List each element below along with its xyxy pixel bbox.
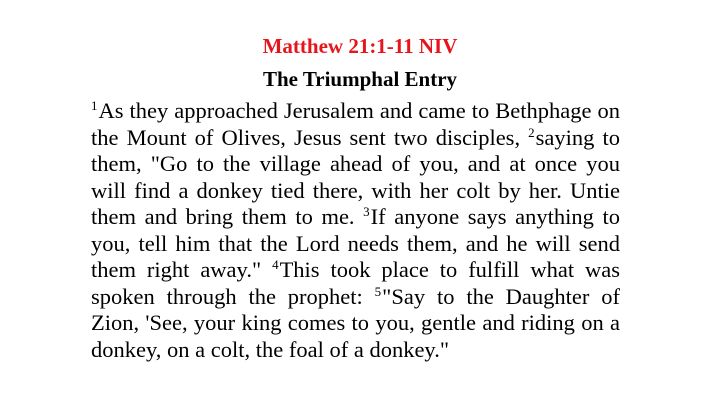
verse-number: 4 (272, 257, 279, 272)
verse-text: If anyone says anything to you, tell him that the Lord needs them, and he will send them right away." (91, 204, 620, 282)
verse-number: 1 (91, 98, 98, 113)
verse-text: saying to them, "Go to the village ahead of you, and at once you will find a donkey tied there, with her colt by her. Untie them and bring them to me. (91, 124, 620, 229)
verse-number: 3 (363, 204, 370, 219)
verse-text: "Say to the Daughter of Zion, 'See, your king comes to you, gentle and riding on a donkey, on a colt, the foal of a donkey." (91, 283, 620, 362)
verse-text: This took place to fulfill what was spoken through the prophet: (91, 257, 620, 309)
verse-number: 2 (528, 124, 535, 140)
verse-number: 5 (374, 283, 382, 299)
scripture-reference: Matthew 21:1-11 NIV (262, 34, 458, 58)
verse-text: As they approached Jerusalem and came to Bethphage on the Mount of Olives, Jesus sent two disciples, (91, 98, 620, 150)
passage-text (91, 98, 620, 363)
passage-heading: The Triumphal Entry (262, 67, 458, 91)
